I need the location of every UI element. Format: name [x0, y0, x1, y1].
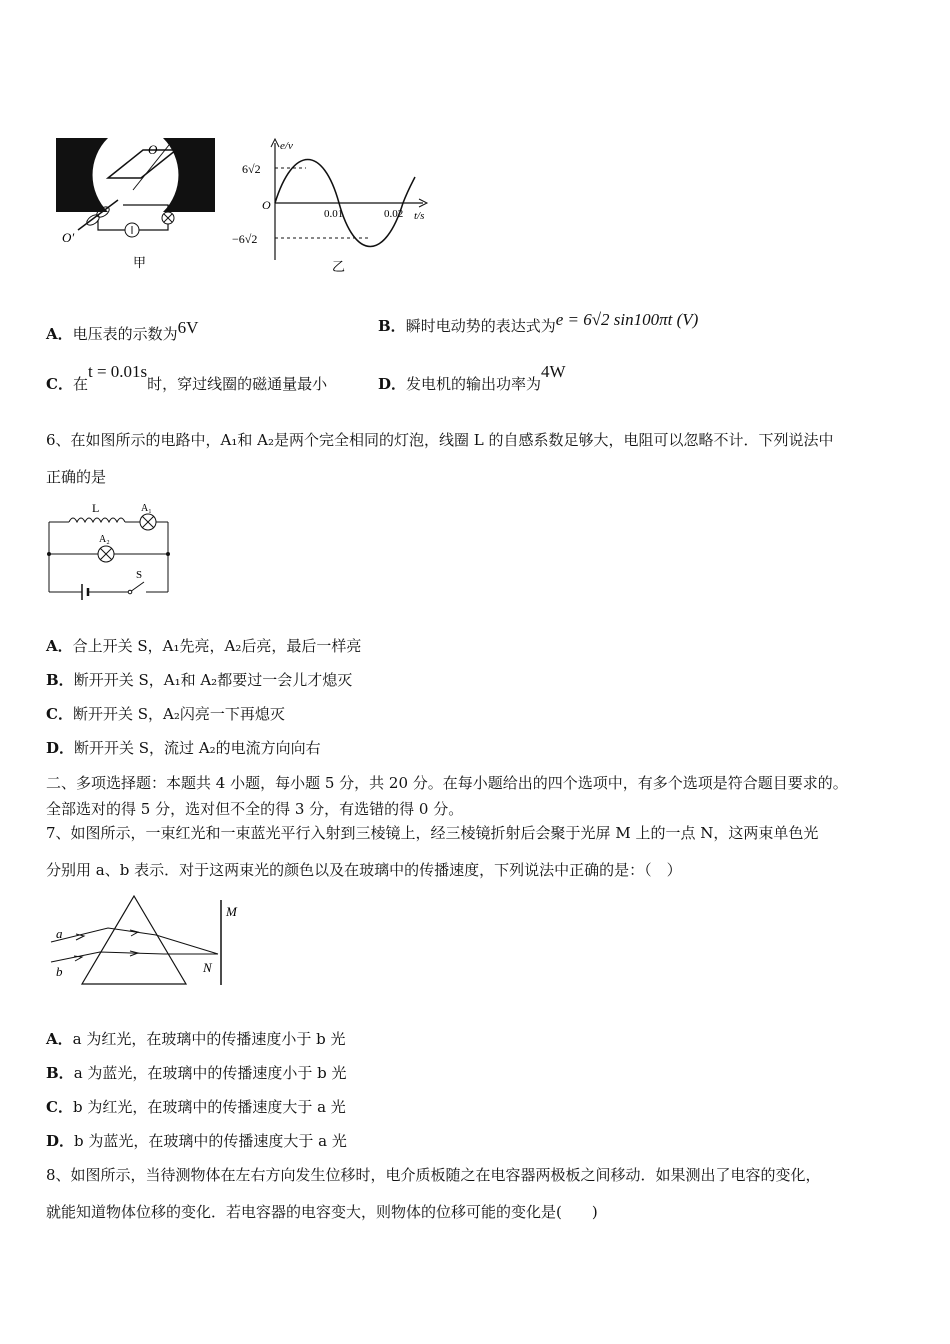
graph-tick-002: 0.02	[384, 208, 404, 220]
q7-option-a[interactable]	[46, 1028, 346, 1049]
q7-c-label: C．	[46, 1098, 73, 1116]
circuit-label-a2: A₂	[99, 534, 110, 545]
prism-label-m: M	[226, 904, 237, 919]
q6-option-d[interactable]	[46, 737, 321, 758]
graph-y-max: 6√2	[242, 162, 261, 176]
prism-label-n: N	[203, 960, 212, 975]
q6-c-text: 断开开关 S，A₂闪亮一下再熄灭	[72, 705, 285, 723]
q5-b-math: e = 6√2 sin100πt (V)	[555, 310, 699, 329]
graph-y-axis-label: e/v	[280, 140, 293, 152]
q5-d-text: 发电机的输出功率为	[406, 375, 542, 393]
q6-b-label: B．	[46, 671, 74, 689]
q6-a-text: 合上开关 S，A₁先亮，A₂后亮，最后一样亮	[72, 637, 362, 655]
generator-figure	[48, 130, 223, 280]
section2-heading-line-1: 二、多项选择题：本题共 4 小题，每小题 5 分，共 20 分。在每小题给出的四个选项中，有多个选项是符合题目要求的。	[46, 774, 848, 792]
prism-label-b: b	[56, 964, 63, 979]
generator-label-o-prime: O′	[62, 230, 75, 245]
q5-option-d[interactable]	[378, 362, 566, 394]
emf-graph	[228, 135, 438, 280]
prism-figure	[46, 890, 246, 990]
q6-stem-line-1: 6、在如图所示的电路中，A₁和 A₂是两个完全相同的灯泡，线圈 L 的自感系数足够大，电阻可以忽略不计．下列说法中	[46, 431, 834, 449]
inductor-circuit-figure	[44, 500, 174, 605]
q6-stem-line-2: 正确的是	[46, 468, 107, 486]
q7-b-label: B．	[46, 1064, 74, 1082]
q6-d-label: D．	[46, 739, 75, 757]
q5-d-label: D．	[378, 375, 407, 393]
q5-a-label: A．	[46, 325, 73, 343]
q5-option-a[interactable]	[46, 318, 199, 344]
graph-caption: 乙	[332, 259, 346, 274]
q7-a-text: a 为红光，在玻璃中的传播速度小于 b 光	[72, 1030, 346, 1048]
q5-a-math: 6V	[177, 318, 199, 337]
section2-heading-line-2: 全部选对的得 5 分，选对但不全的得 3 分，有选错的得 0 分。	[46, 800, 464, 818]
q7-stem-line-2: 分别用 a、b 表示．对于这两束光的颜色以及在玻璃中的传播速度，下列说法中正确的是：（ ）	[46, 861, 682, 879]
q6-a-label: A．	[46, 637, 73, 655]
q5-option-c[interactable]	[46, 362, 328, 394]
q8-stem-line-1: 8、如图所示，当待测物体在左右方向发生位移时，电介质板随之在电容器两极板之间移动．如果测出了电容的变化，	[46, 1166, 821, 1184]
q5-b-text: 瞬时电动势的表达式为	[405, 317, 556, 335]
q5-c-pre: 在	[72, 375, 88, 393]
q5-a-text: 电压表的示数为	[72, 325, 178, 343]
q8-stem-line-2: 就能知道物体位移的变化．若电容器的电容变大，则物体的位移可能的变化是( )	[46, 1203, 598, 1221]
graph-x-axis-label: t/s	[414, 210, 425, 222]
circuit-label-a1: A₁	[141, 503, 152, 514]
graph-origin: O	[262, 198, 271, 212]
circuit-label-l: L	[92, 501, 100, 515]
q7-stem-line-1: 7、如图所示，一束红光和一束蓝光平行入射到三棱镜上，经三棱镜折射后会聚于光屏 M 上的一点 N，这两束单色光	[46, 824, 819, 842]
q6-b-text: 断开开关 S，A₁和 A₂都要过一会儿才熄灭	[73, 671, 353, 689]
q6-option-c[interactable]	[46, 703, 285, 724]
q5-option-b[interactable]	[378, 310, 699, 336]
q7-d-label: D．	[46, 1132, 75, 1150]
circuit-label-s: S	[136, 569, 143, 581]
graph-tick-001: 0.01	[324, 208, 344, 220]
generator-caption: 甲	[133, 255, 147, 270]
q7-option-b[interactable]	[46, 1062, 347, 1083]
q7-option-d[interactable]	[46, 1130, 347, 1151]
q7-c-text: b 为红光，在玻璃中的传播速度大于 a 光	[72, 1098, 346, 1116]
q6-d-text: 断开开关 S，流过 A₂的电流方向向右	[74, 739, 321, 757]
q6-option-b[interactable]	[46, 669, 352, 690]
q7-d-text: b 为蓝光，在玻璃中的传播速度大于 a 光	[74, 1132, 347, 1150]
q6-c-label: C．	[46, 705, 73, 723]
q5-b-label: B．	[378, 317, 406, 335]
generator-label-o: O	[148, 142, 158, 157]
q7-b-text: a 为蓝光，在玻璃中的传播速度小于 b 光	[73, 1064, 347, 1082]
q5-c-post: 时，穿过线圈的磁通量最小	[147, 375, 328, 393]
q7-a-label: A．	[46, 1030, 73, 1048]
q6-option-a[interactable]	[46, 635, 361, 656]
q5-c-math: t = 0.01s	[87, 362, 148, 381]
q5-d-math: 4W	[541, 362, 566, 381]
graph-y-min: −6√2	[232, 232, 258, 246]
q7-option-c[interactable]	[46, 1096, 346, 1117]
q5-c-label: C．	[46, 375, 73, 393]
prism-label-a: a	[56, 926, 63, 941]
